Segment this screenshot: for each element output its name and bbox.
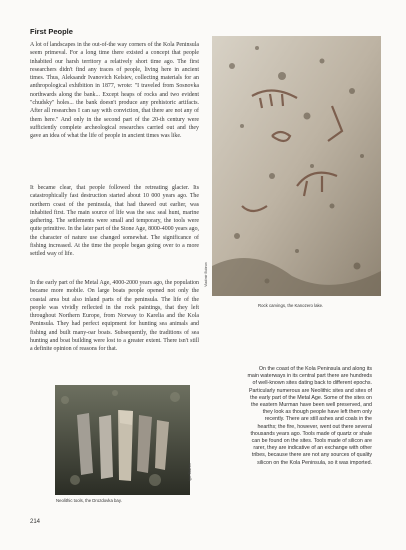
neolithic-tools-image bbox=[55, 385, 190, 495]
sidebar-text: On the coast of the Kola Peninsula and along its main waterways in its central part there are hundreds of well-known sites dating back to different epochs. Particularly numerous are Neolithic sites and sites of the early part of the Metal Age. Some of the sites on the eastern Murman have been well preserved, and they look as though people have left them only recently. There are still ashes and coals in the hearths; the fire, however, went out there several thousands years ago. Tools made of quartz or shale can be found on the sites. Tools made of silicon are rarer, they are indicative of an exchange with other tribes, because there are not any sources of quality silicon on the Kola Peninsula, so it was imported. bbox=[247, 366, 372, 466]
tools-photo-credit: Igor Bazhev bbox=[188, 463, 192, 482]
body-paragraph-1: A lot of landscapes in the out-of-the way corners of the Kola Peninsula seem primeval. For a long time there existed a concept that people inhabited our harsh territory a relatively short time ago. The first researchers didn't find any traces of people, living here in ancient times. Thus, Aleksandr Ivanovich Kelsiev, collecting materials for an anthropological exhibition in 1877, wrote: "I traveled from Sosnovka northwards along the bank... Except heaps of rocks and two evident "chudsky" holes... the bank doesn't produce any prehistoric artifacts. After all researches I can say with conviction, that there are not any of them here." And only in the second part of the 20-th century were sufficiently complete archeological researches carried out and they gave an idea of what the life of people in ancient times was like. bbox=[30, 42, 199, 140]
rock-photo-caption: Rock carvings, the Kanozero lake. bbox=[258, 303, 324, 308]
rock-carvings-image bbox=[212, 36, 381, 296]
rock-photo-credit: Vladimir Bubnov bbox=[204, 262, 208, 287]
neolithic-tools-photo bbox=[55, 385, 190, 495]
rock-carvings-photo bbox=[212, 36, 381, 296]
section-heading: First People bbox=[30, 27, 73, 36]
page-number: 214 bbox=[30, 519, 41, 525]
body-paragraph-2: It became clear, that people followed the retreating glacier. Its catastrophically fast destruction started about 10 000 years ago. The northern coast of the peninsula, that had thawed out earlier, was inhabited first. The main source of life was the sea: seal hunt, marine gathering. The settlements were small and temporary, the tools were quite primitive. In the later part of the Stone Age, 8000-4000 years ago, the character of nature use changed somewhat. The significance of fishing increased. At the time the people began going over to a more settled way of life. bbox=[30, 185, 199, 258]
tools-photo-caption: Neolithic tools, the Drozdovka bay. bbox=[56, 498, 122, 503]
body-paragraph-3: In the early part of the Metal Age, 4000-2000 years ago, the population became more mobile. On large boats people opened not only the coastal area but also inland parts of the peninsula. The life of the people was vividly reflected in the rock paintings, that they left throughout Northern Europe, from Norway to Karelia and the Kola Peninsula. They had perfect equipment for hunting sea animals and fishing and built many-oar boats. Subsequently, the traditions of sea hunting and boat building were lost to a greater extent. There isn't still a definite opinion of reasons for that. bbox=[30, 280, 199, 353]
